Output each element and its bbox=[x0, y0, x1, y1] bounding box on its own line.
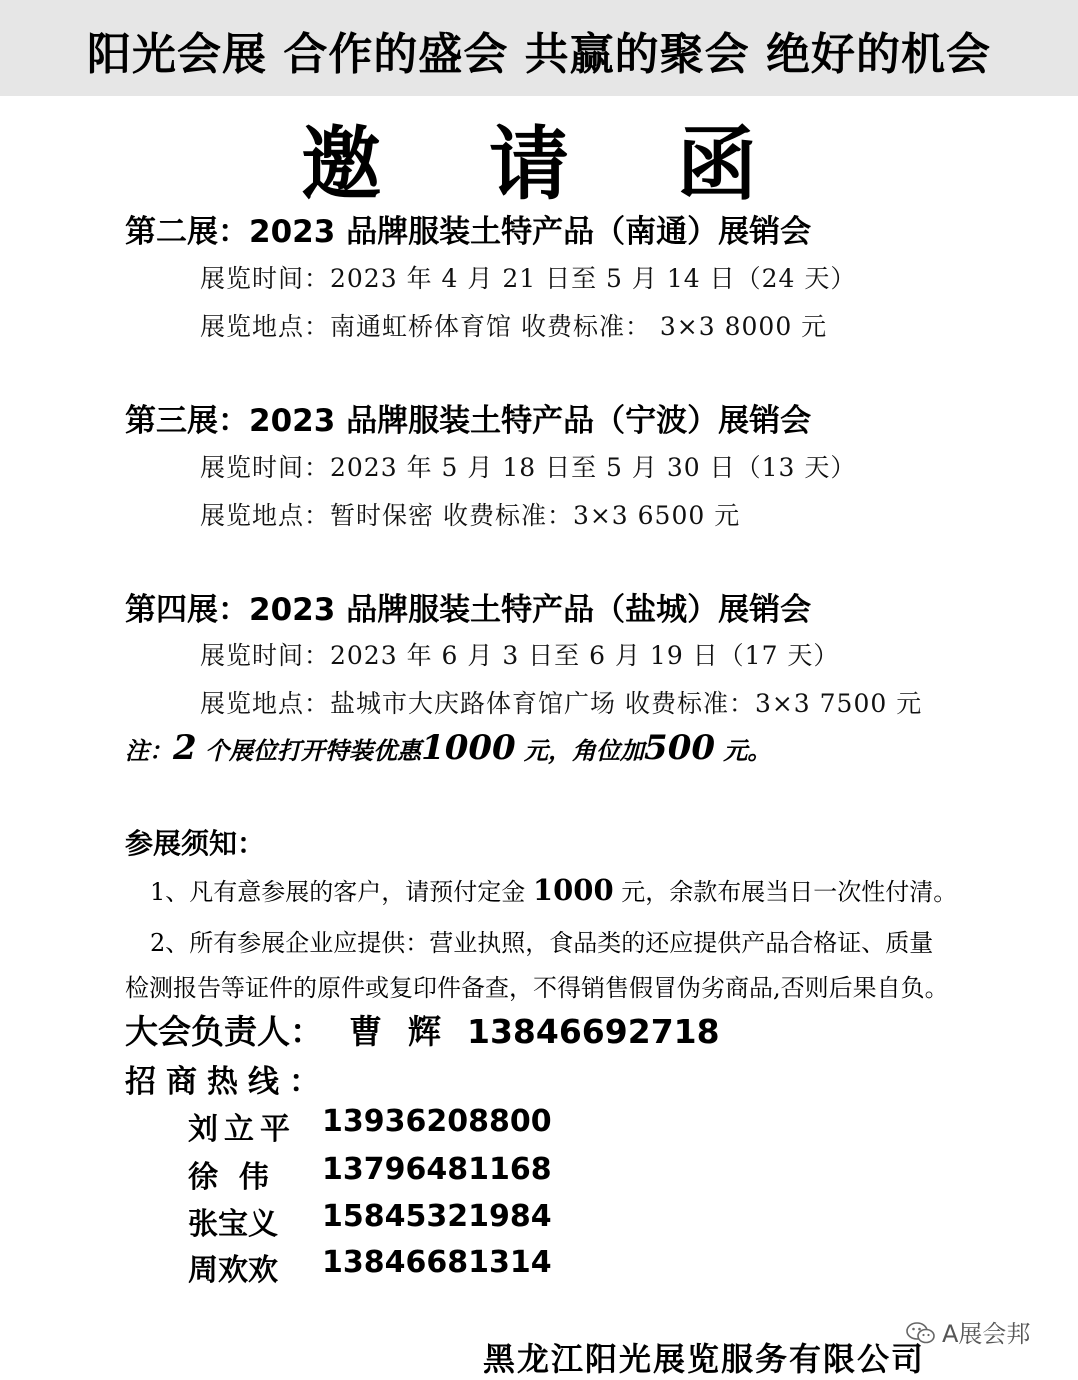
lead-label: 大会负责人： bbox=[125, 1012, 323, 1051]
hotline-phone: 13846681314 bbox=[322, 1245, 552, 1280]
hotline-heading: 招商热线： bbox=[125, 1064, 330, 1100]
expo-time: 展览时间：2023 年 5 月 18 日至 5 月 30 日（13 天） bbox=[200, 453, 857, 482]
notice-item-1 bbox=[150, 872, 957, 907]
expo-title: 第四展：2023 品牌服装土特产品（盐城）展销会 bbox=[125, 592, 812, 628]
note-text: 个展位打开特装优惠 bbox=[196, 736, 422, 765]
note-number: 1000 bbox=[421, 728, 516, 768]
hotline-phone: 13936208800 bbox=[322, 1104, 552, 1139]
notice-item-1-text: 元，余款布展当日一次性付清。 bbox=[613, 878, 958, 906]
expo-time: 展览时间：2023 年 6 月 3 日至 6 月 19 日（17 天） bbox=[200, 641, 840, 670]
expo-title: 第二展：2023 品牌服装土特产品（南通）展销会 bbox=[125, 214, 812, 250]
expo-time: 展览时间：2023 年 4 月 21 日至 5 月 14 日（24 天） bbox=[200, 264, 857, 293]
expo-place: 展览地点：南通虹桥体育馆 收费标准： 3×3 8000 元 bbox=[200, 312, 828, 341]
expo-place: 展览地点：盐城市大庆路体育馆广场 收费标准：3×3 7500 元 bbox=[200, 689, 923, 718]
lead-phone: 13846692718 bbox=[467, 1012, 720, 1051]
document-title: 邀 请 函 bbox=[301, 118, 797, 211]
note-prefix: 注： bbox=[125, 736, 173, 765]
watermark-text: A展会邦 bbox=[942, 1320, 1031, 1348]
notice-item-1-text: 1、凡有意参展的客户，请预付定金 bbox=[150, 878, 533, 906]
discount-note bbox=[125, 728, 771, 768]
deposit-amount: 1000 bbox=[532, 873, 614, 907]
hotline-name: 张宝义 bbox=[188, 1207, 278, 1242]
notice-item-2-line-2: 检测报告等证件的原件或复印件备查，不得销售假冒伪劣商品,否则后果自负。 bbox=[125, 974, 949, 1002]
hotline-phone: 15845321984 bbox=[322, 1199, 552, 1234]
note-number: 500 bbox=[644, 728, 716, 768]
expo-place: 展览地点：暂时保密 收费标准：3×3 6500 元 bbox=[200, 501, 741, 530]
header-slogan: 阳光会展 合作的盛会 共赢的聚会 绝好的机会 bbox=[87, 29, 991, 80]
company-name: 黑龙江阳光展览服务有限公司 bbox=[483, 1340, 926, 1378]
hotline-name: 刘立平 bbox=[188, 1112, 296, 1147]
note-text: 元。 bbox=[715, 736, 772, 765]
notice-heading: 参展须知： bbox=[125, 827, 266, 860]
note-text: 元，角位加 bbox=[515, 736, 645, 765]
notice-item-2-line-1: 2、所有参展企业应提供：营业执照，食品类的还应提供产品合格证、质量 bbox=[150, 929, 934, 957]
lead-name: 曹辉 bbox=[349, 1012, 467, 1051]
note-number: 2 bbox=[173, 728, 197, 768]
hotline-name: 徐 伟 bbox=[188, 1160, 269, 1195]
lead-contact bbox=[125, 1006, 720, 1053]
hotline-phone: 13796481168 bbox=[322, 1152, 552, 1187]
hotline-name: 周欢欢 bbox=[188, 1253, 278, 1288]
expo-title: 第三展：2023 品牌服装土特产品（宁波）展销会 bbox=[125, 403, 812, 439]
